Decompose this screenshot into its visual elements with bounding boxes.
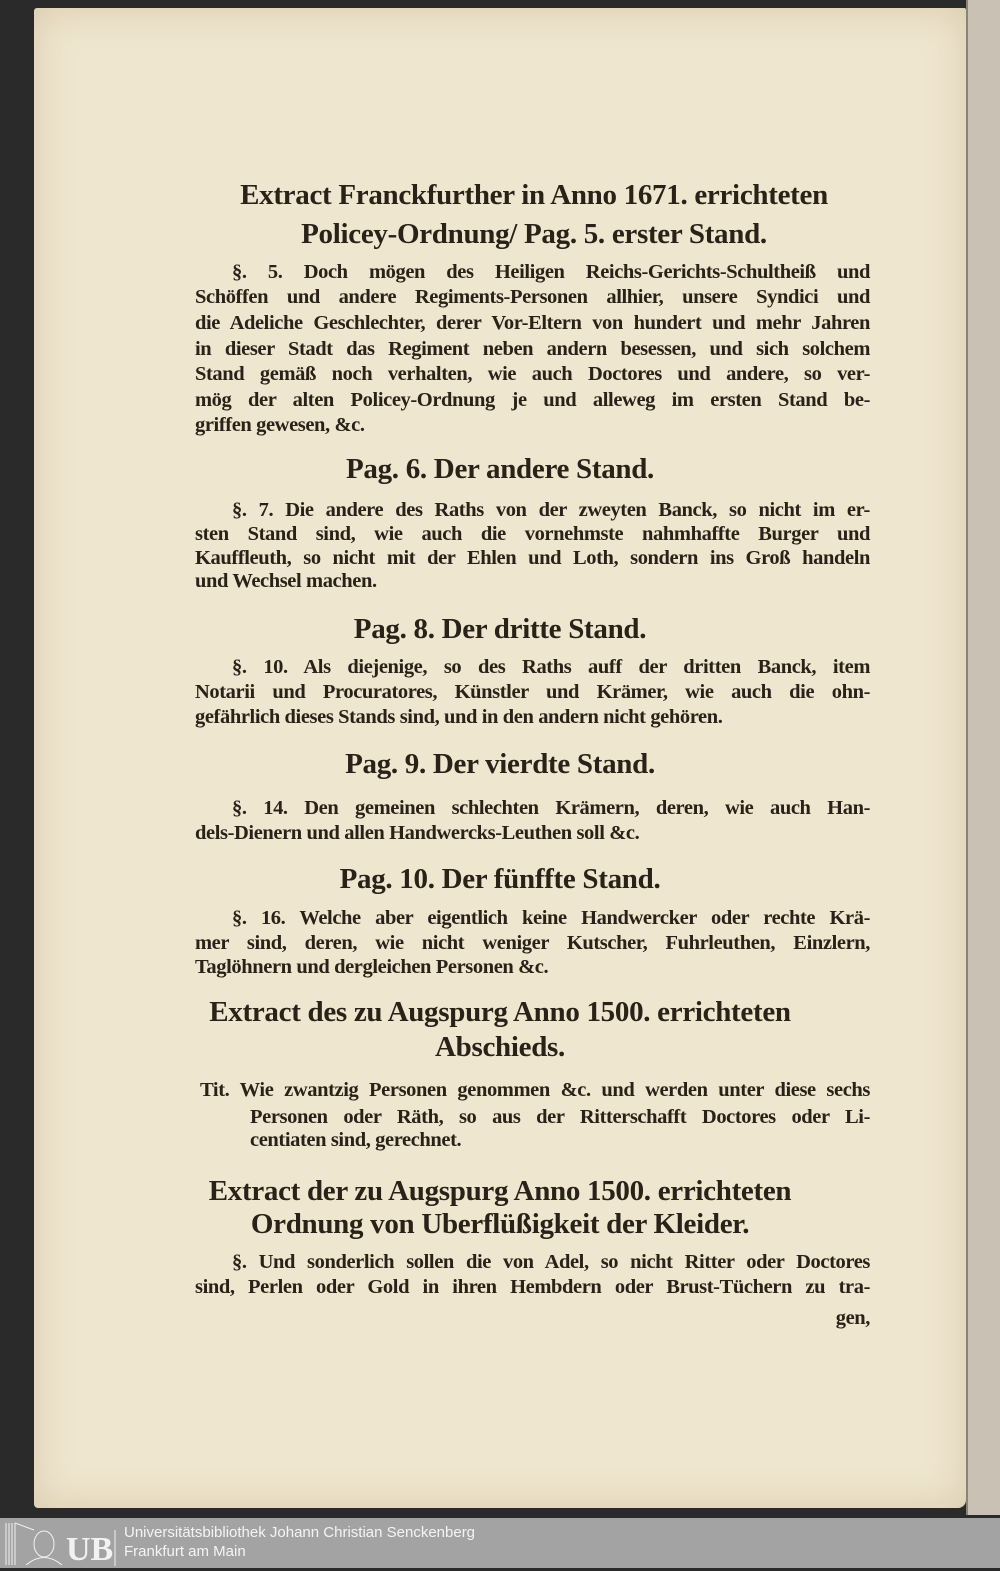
heading-line: Extract Franckfurther in Anno 1671. errichteten xyxy=(240,179,828,211)
text-line: mög der alten Policey-Ordnung je und alleweg im ersten Stand be- xyxy=(195,389,870,411)
library-footer xyxy=(0,1518,1000,1568)
text-line: sten Stand sind, wie auch die vornehmste nahmhaffte Burger und xyxy=(195,523,870,545)
library-name: Universitätsbibliothek Johann Christian Senckenberg xyxy=(124,1524,476,1541)
text-line: Personen oder Räth, so aus der Ritterschafft Doctores oder Li- xyxy=(250,1106,870,1128)
library-city: Frankfurt am Main xyxy=(124,1543,246,1560)
text-line: §. 14. Den gemeinen schlechten Krämern, deren, wie auch Han- xyxy=(232,797,870,819)
text-line: mer sind, deren, wie nicht weniger Kutscher, Fuhrleuthen, Einzlern, xyxy=(195,932,870,954)
text-line: griffen gewesen, &c. xyxy=(195,414,365,436)
text-line: in dieser Stadt das Regiment neben andern besessen, und sich solchem xyxy=(195,338,870,360)
section-heading: Pag. 10. Der fünffte Stand. xyxy=(339,863,661,895)
section-heading: Extract des zu Augspurg Anno 1500. errichteten xyxy=(209,996,791,1028)
text-line: §. 5. Doch mögen des Heiligen Reichs-Gerichts-Schultheiß und xyxy=(232,261,870,283)
text-line: §. 16. Welche aber eigentlich keine Handwercker oder rechte Krä- xyxy=(232,907,870,929)
text-line: §. Und sonderlich sollen die von Adel, so nicht Ritter oder Doctores xyxy=(232,1251,870,1273)
section-heading: Abschieds. xyxy=(435,1031,565,1063)
section-heading: Pag. 8. Der dritte Stand. xyxy=(353,613,647,645)
text-line: Schöffen und andere Regiments-Personen allhier, unsere Syndici und xyxy=(195,286,870,308)
adjacent-page-edge xyxy=(966,0,1000,1515)
section-heading: Extract der zu Augspurg Anno 1500. errichteten xyxy=(208,1175,792,1207)
text-line: Stand gemäß noch verhalten, wie auch Doctores und andere, so ver- xyxy=(195,363,870,385)
text-line: Kauffleuth, so nicht mit der Ehlen und Loth, sondern ins Groß handeln xyxy=(195,547,870,569)
text-line: Notarii und Procuratores, Künstler und Krämer, wie auch die ohn- xyxy=(195,681,870,703)
ub-logo-icon xyxy=(4,1520,116,1566)
svg-text:UB: UB xyxy=(66,1531,114,1566)
text-line: Taglöhnern und dergleichen Personen &c. xyxy=(195,956,549,978)
text-line: die Adeliche Geschlechter, derer Vor-Eltern von hundert und mehr Jahren xyxy=(195,312,870,334)
text-line: dels-Dienern und allen Handwercks-Leuthen soll &c. xyxy=(195,822,640,844)
text-line: sind, Perlen oder Gold in ihren Hembdern oder Brust-Tüchern zu tra- xyxy=(195,1276,870,1298)
section-heading: Pag. 6. Der andere Stand. xyxy=(345,453,655,485)
text-line: Tit. Wie zwantzig Personen genommen &c. und werden unter diese sechs xyxy=(200,1079,870,1101)
text-line: gefährlich dieses Stands sind, und in den andern nicht gehören. xyxy=(195,706,723,728)
text-line: §. 7. Die andere des Raths von der zweyten Banck, so nicht im er- xyxy=(232,499,870,521)
section-heading: Pag. 9. Der vierdte Stand. xyxy=(345,748,655,780)
text-line: §. 10. Als diejenige, so des Raths auff der dritten Banck, item xyxy=(232,656,870,678)
section-heading: Ordnung von Uberflüßigkeit der Kleider. xyxy=(250,1208,750,1240)
heading-line: Policey-Ordnung/ Pag. 5. erster Stand. xyxy=(301,218,767,250)
text-line: und Wechsel machen. xyxy=(195,570,377,592)
text-line: centiaten sind, gerechnet. xyxy=(250,1129,462,1151)
catchword: gen, xyxy=(835,1307,870,1329)
